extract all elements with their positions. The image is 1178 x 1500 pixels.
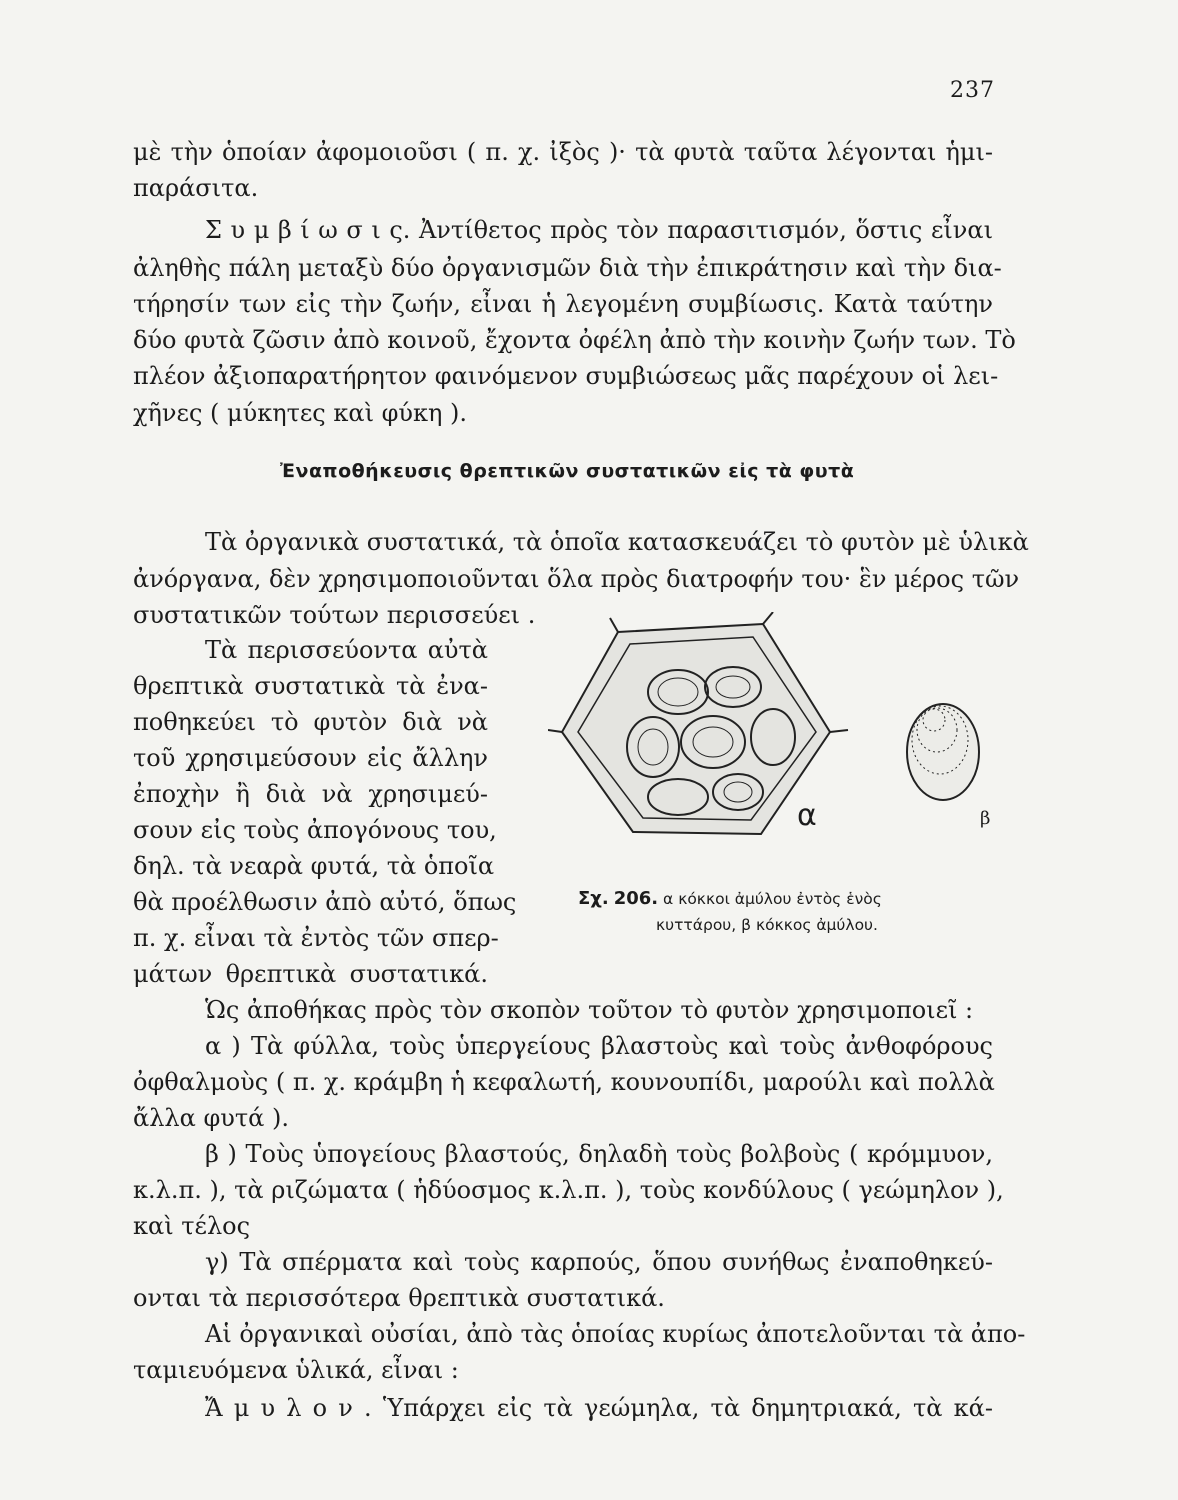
text-line: ποθηκεύει τὸ φυτὸν διὰ νὰ bbox=[133, 708, 488, 736]
text-line: Τὰ ὀργανικὰ συστατικά, τὰ ὁποῖα κατασκευάζει τὸ φυτὸν μὲ ὑλικὰ bbox=[205, 528, 1029, 556]
text-line: σουν εἰς τοὺς ἀπογόνους του, bbox=[133, 816, 497, 844]
caption-number: 206. bbox=[613, 888, 659, 909]
text-line: πλέον ἀξιοπαρατήρητον φαινόμενον συμβιώσεως μᾶς παρέχουν οἱ λει- bbox=[133, 362, 999, 390]
text-line: κ.λ.π. ), τὰ ριζώματα ( ἡδύοσμος κ.λ.π. ), τοὺς κονδύλους ( γεώμηλον ), bbox=[133, 1176, 1004, 1204]
text-line: ονται τὰ περισσότερα θρεπτικὰ συστατικά. bbox=[133, 1284, 665, 1312]
text-line: Αἱ ὀργανικαὶ οὐσίαι, ἀπὸ τὰς ὁποίας κυρίως ἀποτελοῦνται τὰ ἀπο- bbox=[205, 1320, 1026, 1348]
text-line: α ) Τὰ φύλλα, τοὺς ὑπεργείους βλαστοὺς καὶ τοὺς ἀνθοφόρους bbox=[205, 1032, 993, 1060]
text-line: ἄλλα φυτά ). bbox=[133, 1104, 289, 1132]
page-number: 237 bbox=[950, 78, 995, 103]
text-line: δηλ. τὰ νεαρὰ φυτά, τὰ ὁποῖα bbox=[133, 852, 495, 880]
text-line: ἀνόργανα, δὲν χρησιμοποιοῦνται ὅλα πρὸς διατροφήν του· ἓν μέρος τῶν bbox=[133, 565, 1020, 593]
text-line: θρεπτικὰ συστατικὰ τὰ ἐνα- bbox=[133, 672, 488, 700]
text-line: χῆνες ( μύκητες καὶ φύκη ). bbox=[133, 399, 467, 427]
figure-label-a: α bbox=[797, 798, 817, 833]
figure-caption bbox=[578, 886, 988, 938]
text-line: Σ υ μ β ί ω σ ι ς. Ἀντίθετος πρὸς τὸν παρασιτισμόν, ὅστις εἶναι bbox=[205, 216, 993, 244]
text-line: ἀληθὴς πάλη μεταξὺ δύο ὀργανισμῶν διὰ τὴν ἐπικράτησιν καὶ τὴν δια- bbox=[133, 254, 1002, 282]
text-line: ταμιευόμενα ὑλικά, εἶναι : bbox=[133, 1356, 459, 1384]
text-line: καὶ τέλος bbox=[133, 1212, 251, 1240]
text-line: θὰ προέλθωσιν ἀπὸ αὐτό, ὅπως bbox=[133, 888, 517, 916]
section-heading: Ἐναποθήκευσις θρεπτικῶν συστατικῶν εἰς τὰ φυτὰ bbox=[280, 460, 855, 482]
text-line: συστατικῶν τούτων περισσεύει . bbox=[133, 601, 536, 629]
figure-label-b: β bbox=[980, 808, 991, 829]
caption-prefix: Σχ. bbox=[578, 888, 609, 909]
text-line: π. χ. εἶναι τὰ ἐντὸς τῶν σπερ- bbox=[133, 924, 499, 952]
text-line: β ) Τοὺς ὑπογείους βλαστούς, δηλαδὴ τοὺς βολβοὺς ( κρόμμυον, bbox=[205, 1140, 993, 1168]
text-line: μάτων θρεπτικὰ συστατικά. bbox=[133, 960, 488, 988]
text-line: Τὰ περισσεύοντα αὐτὰ bbox=[205, 636, 488, 664]
text-line: γ) Τὰ σπέρματα καὶ τοὺς καρπούς, ὅπου συνήθως ἐναποθηκεύ- bbox=[205, 1248, 993, 1276]
text-line: Ὡς ἀποθήκας πρὸς τὸν σκοπὸν τοῦτον τὸ φυτὸν χρησιμοποιεῖ : bbox=[205, 996, 974, 1024]
text-line: δύο φυτὰ ζῶσιν ἀπὸ κοινοῦ, ἔχοντα ὀφέλη ἀπὸ τὴν κοινὴν ζωήν των. Τὸ bbox=[133, 326, 1016, 354]
starch-cell-figure bbox=[548, 612, 998, 842]
text-line: ὀφθαλμοὺς ( π. χ. κράμβη ἡ κεφαλωτή, κουνουπίδι, μαρούλι καὶ πολλὰ bbox=[133, 1068, 995, 1096]
text-line: Ἄ μ υ λ ο ν . Ὑπάρχει εἰς τὰ γεώμηλα, τὰ δημητριακά, τὰ κά- bbox=[205, 1394, 993, 1422]
caption-line-1: α κόκκοι ἀμύλου ἐντὸς ἑνὸς bbox=[663, 890, 882, 908]
text-line: μὲ τὴν ὁποίαν ἀφομοιοῦσι ( π. χ. ἰξὸς )· τὰ φυτὰ ταῦτα λέγονται ἡμι- bbox=[133, 138, 993, 166]
text-line: ἐποχὴν ἢ διὰ νὰ χρησιμεύ- bbox=[133, 780, 488, 808]
caption-line-2: κυττάρου, β κόκκος ἀμύλου. bbox=[656, 916, 878, 934]
text-line: τοῦ χρησιμεύσουν εἰς ἄλλην bbox=[133, 744, 488, 772]
text-line: παράσιτα. bbox=[133, 174, 259, 202]
starch-grain-illustration bbox=[907, 704, 979, 800]
text-line: τήρησίν των εἰς τὴν ζωήν, εἶναι ἡ λεγομένη συμβίωσις. Κατὰ ταύτην bbox=[133, 290, 993, 318]
